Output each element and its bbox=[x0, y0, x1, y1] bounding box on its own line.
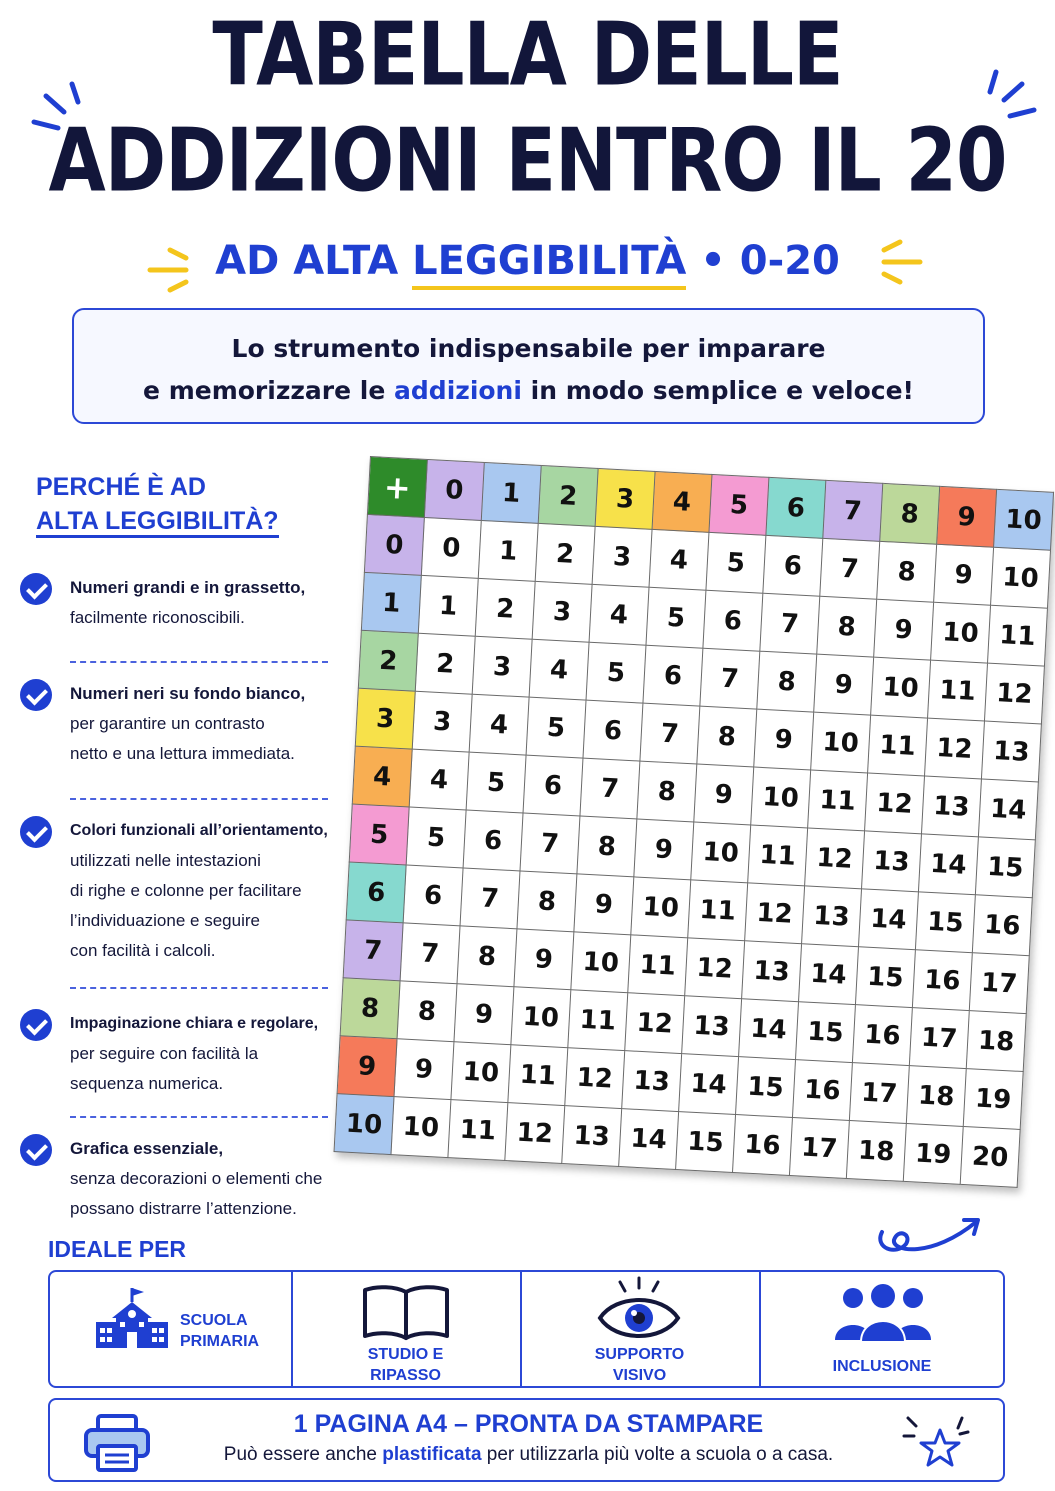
divider bbox=[70, 987, 328, 989]
sum-cell: 17 bbox=[849, 1063, 909, 1124]
sum-cell: 9 bbox=[394, 1039, 454, 1100]
sum-cell: 12 bbox=[505, 1103, 565, 1164]
sum-cell: 11 bbox=[808, 770, 868, 831]
sum-cell: 2 bbox=[475, 578, 535, 639]
sum-cell: 7 bbox=[400, 923, 460, 984]
sum-cell: 14 bbox=[918, 834, 978, 895]
people-icon bbox=[833, 1284, 933, 1344]
sum-cell: 18 bbox=[846, 1120, 906, 1181]
sum-cell: 11 bbox=[628, 935, 688, 996]
sum-cell: 11 bbox=[868, 715, 928, 776]
sum-cell: 16 bbox=[792, 1060, 852, 1121]
sum-cell: 8 bbox=[577, 816, 637, 877]
feature-desc: senza decorazioni o elementi che bbox=[70, 1169, 323, 1188]
feature-item bbox=[20, 573, 340, 633]
sum-cell: 14 bbox=[739, 999, 799, 1060]
sum-cell: 8 bbox=[877, 541, 937, 602]
sum-cell: 7 bbox=[640, 703, 700, 764]
sum-cell: 13 bbox=[742, 941, 802, 1002]
print-desc-before: Può essere anche bbox=[223, 1444, 383, 1465]
sum-cell: 9 bbox=[634, 819, 694, 880]
sum-cell: 15 bbox=[795, 1002, 855, 1063]
intro-line2-before: e memorizzare le bbox=[143, 376, 395, 405]
page-title-line2: ADDIZIONI ENTRO IL 20 bbox=[48, 110, 1007, 212]
sum-cell: 9 bbox=[934, 544, 994, 605]
print-banner bbox=[48, 1398, 1005, 1482]
sum-cell: 13 bbox=[802, 886, 862, 947]
sum-cell: 13 bbox=[862, 831, 922, 892]
sum-cell: 12 bbox=[625, 993, 685, 1054]
sum-cell: 14 bbox=[619, 1109, 679, 1170]
sum-cell: 5 bbox=[406, 807, 466, 868]
why-title-line1: PERCHÉ È AD bbox=[36, 473, 206, 501]
sum-cell: 11 bbox=[928, 660, 988, 721]
feature-title: Numeri neri su fondo bianco, bbox=[70, 684, 306, 703]
column-header: 8 bbox=[880, 483, 940, 544]
table-corner-plus: + bbox=[367, 457, 427, 518]
swirl-arrow-icon bbox=[872, 1212, 987, 1262]
sum-cell: 6 bbox=[763, 535, 823, 596]
sum-cell: 11 bbox=[568, 990, 628, 1051]
row-header: 0 bbox=[364, 514, 424, 575]
column-header: 1 bbox=[481, 462, 541, 523]
feature-desc: per garantire un contrasto bbox=[70, 714, 265, 733]
sum-cell: 10 bbox=[511, 987, 571, 1048]
sum-cell: 13 bbox=[921, 776, 981, 837]
sum-cell: 1 bbox=[418, 575, 478, 636]
sum-cell: 11 bbox=[988, 605, 1048, 666]
intro-box bbox=[72, 308, 985, 424]
sum-cell: 10 bbox=[751, 767, 811, 828]
sum-cell: 5 bbox=[586, 642, 646, 703]
sum-cell: 13 bbox=[682, 996, 742, 1057]
feature-item bbox=[20, 816, 340, 966]
print-title: 1 PAGINA A4 – PRONTA DA STAMPARE bbox=[293, 1410, 764, 1438]
ideal-item-study bbox=[291, 1272, 520, 1386]
sum-cell: 3 bbox=[412, 691, 472, 752]
sum-cell: 19 bbox=[903, 1123, 963, 1184]
ideal-label-line1: INCLUSIONE bbox=[832, 1358, 932, 1375]
feature-desc: per seguire con facilità la bbox=[70, 1044, 259, 1063]
divider bbox=[70, 661, 328, 663]
sum-cell: 5 bbox=[526, 697, 586, 758]
feature-desc: netto e una lettura immediata. bbox=[70, 744, 295, 763]
sum-cell: 13 bbox=[622, 1051, 682, 1112]
ideal-label-line2: RIPASSO bbox=[370, 1367, 441, 1384]
print-desc-highlight: plastificata bbox=[382, 1444, 482, 1465]
column-header: 5 bbox=[709, 474, 769, 535]
check-icon bbox=[20, 1134, 52, 1166]
sum-cell: 14 bbox=[679, 1054, 739, 1115]
sum-cell: 5 bbox=[466, 752, 526, 813]
sum-cell: 2 bbox=[415, 633, 475, 694]
sum-cell: 16 bbox=[972, 895, 1032, 956]
sum-cell: 14 bbox=[978, 779, 1038, 840]
sum-cell: 5 bbox=[706, 532, 766, 593]
sum-cell: 6 bbox=[583, 700, 643, 761]
column-header: 6 bbox=[766, 477, 826, 538]
sum-cell: 9 bbox=[754, 709, 814, 770]
sum-cell: 8 bbox=[457, 926, 517, 987]
divider bbox=[70, 798, 328, 800]
sum-cell: 4 bbox=[589, 584, 649, 645]
column-header: 0 bbox=[424, 460, 484, 521]
addition-table-wrapper bbox=[334, 456, 1055, 1188]
print-desc bbox=[50, 1444, 1007, 1466]
sum-cell: 18 bbox=[966, 1011, 1026, 1072]
ideal-label bbox=[520, 1344, 759, 1386]
book-icon bbox=[361, 1282, 451, 1344]
page-title-line1: TABELLA DELLE bbox=[212, 4, 843, 106]
sum-cell: 10 bbox=[451, 1042, 511, 1103]
ideal-item-visual bbox=[520, 1272, 759, 1386]
sum-cell: 1 bbox=[478, 520, 538, 581]
sum-cell: 13 bbox=[981, 721, 1041, 782]
sum-cell: 8 bbox=[517, 871, 577, 932]
sum-cell: 7 bbox=[460, 868, 520, 929]
sum-cell: 8 bbox=[397, 981, 457, 1042]
ideal-title: IDEALE PER bbox=[48, 1236, 187, 1262]
column-header: 4 bbox=[652, 471, 712, 532]
sum-cell: 10 bbox=[571, 932, 631, 993]
check-icon bbox=[20, 573, 52, 605]
intro-line1: Lo strumento indispensabile per imparare bbox=[231, 334, 826, 363]
column-header: 9 bbox=[937, 486, 997, 547]
sum-cell: 11 bbox=[748, 825, 808, 886]
sum-cell: 8 bbox=[817, 596, 877, 657]
sum-cell: 9 bbox=[454, 984, 514, 1045]
check-icon bbox=[20, 816, 52, 848]
ideal-label bbox=[291, 1344, 520, 1386]
ideal-label bbox=[759, 1356, 1005, 1377]
row-header: 4 bbox=[352, 746, 412, 807]
row-header: 8 bbox=[340, 978, 400, 1039]
feature-desc: con facilità i calcoli. bbox=[70, 941, 216, 960]
ideal-item-inclusion bbox=[759, 1272, 1005, 1386]
row-header: 10 bbox=[334, 1094, 394, 1155]
sum-cell: 9 bbox=[574, 874, 634, 935]
sum-cell: 12 bbox=[925, 718, 985, 779]
sum-cell: 3 bbox=[472, 636, 532, 697]
print-desc-after: per utilizzarla più volte a scuola o a casa. bbox=[481, 1444, 834, 1465]
sum-cell: 4 bbox=[409, 749, 469, 810]
sum-cell: 18 bbox=[906, 1066, 966, 1127]
intro-highlight: addizioni bbox=[394, 376, 522, 405]
sum-cell: 4 bbox=[469, 694, 529, 755]
check-icon bbox=[20, 679, 52, 711]
feature-item bbox=[20, 1134, 340, 1224]
ideal-label-line1: SUPPORTO bbox=[594, 1346, 685, 1363]
row-header: 1 bbox=[361, 572, 421, 633]
ideal-label-line2: VISIVO bbox=[612, 1367, 667, 1384]
sum-cell: 15 bbox=[975, 837, 1035, 898]
sum-cell: 7 bbox=[580, 758, 640, 819]
sum-cell: 7 bbox=[820, 538, 880, 599]
sum-cell: 16 bbox=[733, 1115, 793, 1176]
sum-cell: 9 bbox=[514, 929, 574, 990]
feature-desc: l’individuazione e seguire bbox=[70, 911, 260, 930]
sum-cell: 15 bbox=[676, 1112, 736, 1173]
sum-cell: 4 bbox=[529, 639, 589, 700]
feature-title: Colori funzionali all’orientamento, bbox=[70, 822, 328, 839]
row-header: 3 bbox=[355, 688, 415, 749]
subtitle-part2: LEGGIBILITÀ bbox=[412, 238, 686, 290]
star-icon bbox=[900, 1410, 974, 1474]
school-icon bbox=[94, 1284, 174, 1352]
sum-cell: 12 bbox=[805, 828, 865, 889]
sum-cell: 9 bbox=[694, 764, 754, 825]
sum-cell: 6 bbox=[463, 810, 523, 871]
ideal-label bbox=[180, 1310, 259, 1352]
sum-cell: 10 bbox=[691, 822, 751, 883]
sum-cell: 19 bbox=[963, 1069, 1023, 1130]
page-subtitle bbox=[0, 238, 1055, 284]
sum-cell: 10 bbox=[631, 877, 691, 938]
sum-cell: 12 bbox=[984, 663, 1044, 724]
sum-cell: 17 bbox=[909, 1008, 969, 1069]
sum-cell: 6 bbox=[643, 645, 703, 706]
sum-cell: 7 bbox=[760, 593, 820, 654]
ideal-label-line1: STUDIO E bbox=[367, 1346, 444, 1363]
why-title-line2: ALTA LEGGIBILITÀ? bbox=[36, 507, 279, 538]
feature-desc: possano distrarre l’attenzione. bbox=[70, 1199, 297, 1218]
sum-cell: 6 bbox=[703, 590, 763, 651]
intro-line2 bbox=[74, 370, 983, 412]
feature-title: Impaginazione chiara e regolare, bbox=[70, 1015, 319, 1032]
sum-cell: 8 bbox=[757, 651, 817, 712]
sum-cell: 8 bbox=[637, 761, 697, 822]
feature-title: Numeri grandi e in grassetto, bbox=[70, 578, 306, 597]
sum-cell: 13 bbox=[562, 1106, 622, 1167]
sum-cell: 12 bbox=[865, 773, 925, 834]
sum-cell: 10 bbox=[811, 712, 871, 773]
sum-cell: 2 bbox=[535, 523, 595, 584]
check-icon bbox=[20, 1009, 52, 1041]
sum-cell: 11 bbox=[508, 1045, 568, 1106]
column-header: 7 bbox=[823, 480, 883, 541]
sum-cell: 16 bbox=[912, 950, 972, 1011]
sum-cell: 11 bbox=[688, 880, 748, 941]
row-header: 7 bbox=[343, 920, 403, 981]
feature-item bbox=[20, 679, 340, 769]
sum-cell: 10 bbox=[991, 547, 1051, 608]
sum-cell: 15 bbox=[915, 892, 975, 953]
addition-table bbox=[334, 456, 1055, 1188]
why-title bbox=[36, 470, 279, 538]
sum-cell: 17 bbox=[789, 1118, 849, 1179]
feature-desc: di righe e colonne per facilitare bbox=[70, 881, 302, 900]
row-header: 2 bbox=[358, 630, 418, 691]
feature-desc: facilmente riconoscibili. bbox=[70, 608, 245, 627]
sum-cell: 12 bbox=[745, 883, 805, 944]
column-header: 2 bbox=[538, 465, 598, 526]
ideal-item-school bbox=[50, 1272, 291, 1386]
sum-cell: 10 bbox=[931, 602, 991, 663]
subtitle-part3: • 0-20 bbox=[686, 238, 840, 284]
sum-cell: 15 bbox=[855, 947, 915, 1008]
sum-cell: 3 bbox=[532, 581, 592, 642]
sum-cell: 10 bbox=[871, 657, 931, 718]
row-header: 9 bbox=[337, 1036, 397, 1097]
sum-cell: 7 bbox=[700, 648, 760, 709]
sum-cell: 20 bbox=[960, 1126, 1020, 1187]
feature-title: Grafica essenziale, bbox=[70, 1139, 224, 1158]
sum-cell: 0 bbox=[421, 517, 481, 578]
feature-item bbox=[20, 1009, 340, 1099]
sum-cell: 3 bbox=[592, 526, 652, 587]
column-header: 10 bbox=[994, 489, 1054, 550]
subtitle-part1: AD ALTA bbox=[215, 238, 413, 284]
row-header: 5 bbox=[349, 804, 409, 865]
sum-cell: 9 bbox=[814, 654, 874, 715]
feature-desc: utilizzati nelle intestazioni bbox=[70, 851, 261, 870]
sum-cell: 14 bbox=[858, 889, 918, 950]
intro-line2-after: in modo semplice e veloce! bbox=[521, 376, 914, 405]
sum-cell: 7 bbox=[520, 813, 580, 874]
row-header: 6 bbox=[346, 862, 406, 923]
sum-cell: 11 bbox=[448, 1100, 508, 1161]
feature-desc: sequenza numerica. bbox=[70, 1074, 224, 1093]
sum-cell: 6 bbox=[523, 755, 583, 816]
sum-cell: 8 bbox=[697, 706, 757, 767]
sum-cell: 12 bbox=[685, 938, 745, 999]
sum-cell: 6 bbox=[403, 865, 463, 926]
sum-cell: 9 bbox=[874, 599, 934, 660]
sum-cell: 14 bbox=[799, 944, 859, 1005]
ideal-label-line1: SCUOLA bbox=[180, 1312, 248, 1329]
ideal-label-line2: PRIMARIA bbox=[180, 1333, 260, 1350]
column-header: 3 bbox=[595, 468, 655, 529]
sum-cell: 15 bbox=[736, 1057, 796, 1118]
sum-cell: 17 bbox=[969, 953, 1029, 1014]
eye-icon bbox=[596, 1276, 682, 1344]
sum-cell: 10 bbox=[391, 1097, 451, 1158]
divider bbox=[70, 1116, 328, 1118]
sum-cell: 4 bbox=[649, 529, 709, 590]
sum-cell: 12 bbox=[565, 1048, 625, 1109]
sum-cell: 16 bbox=[852, 1005, 912, 1066]
ideal-box bbox=[48, 1270, 1005, 1388]
sum-cell: 5 bbox=[646, 587, 706, 648]
